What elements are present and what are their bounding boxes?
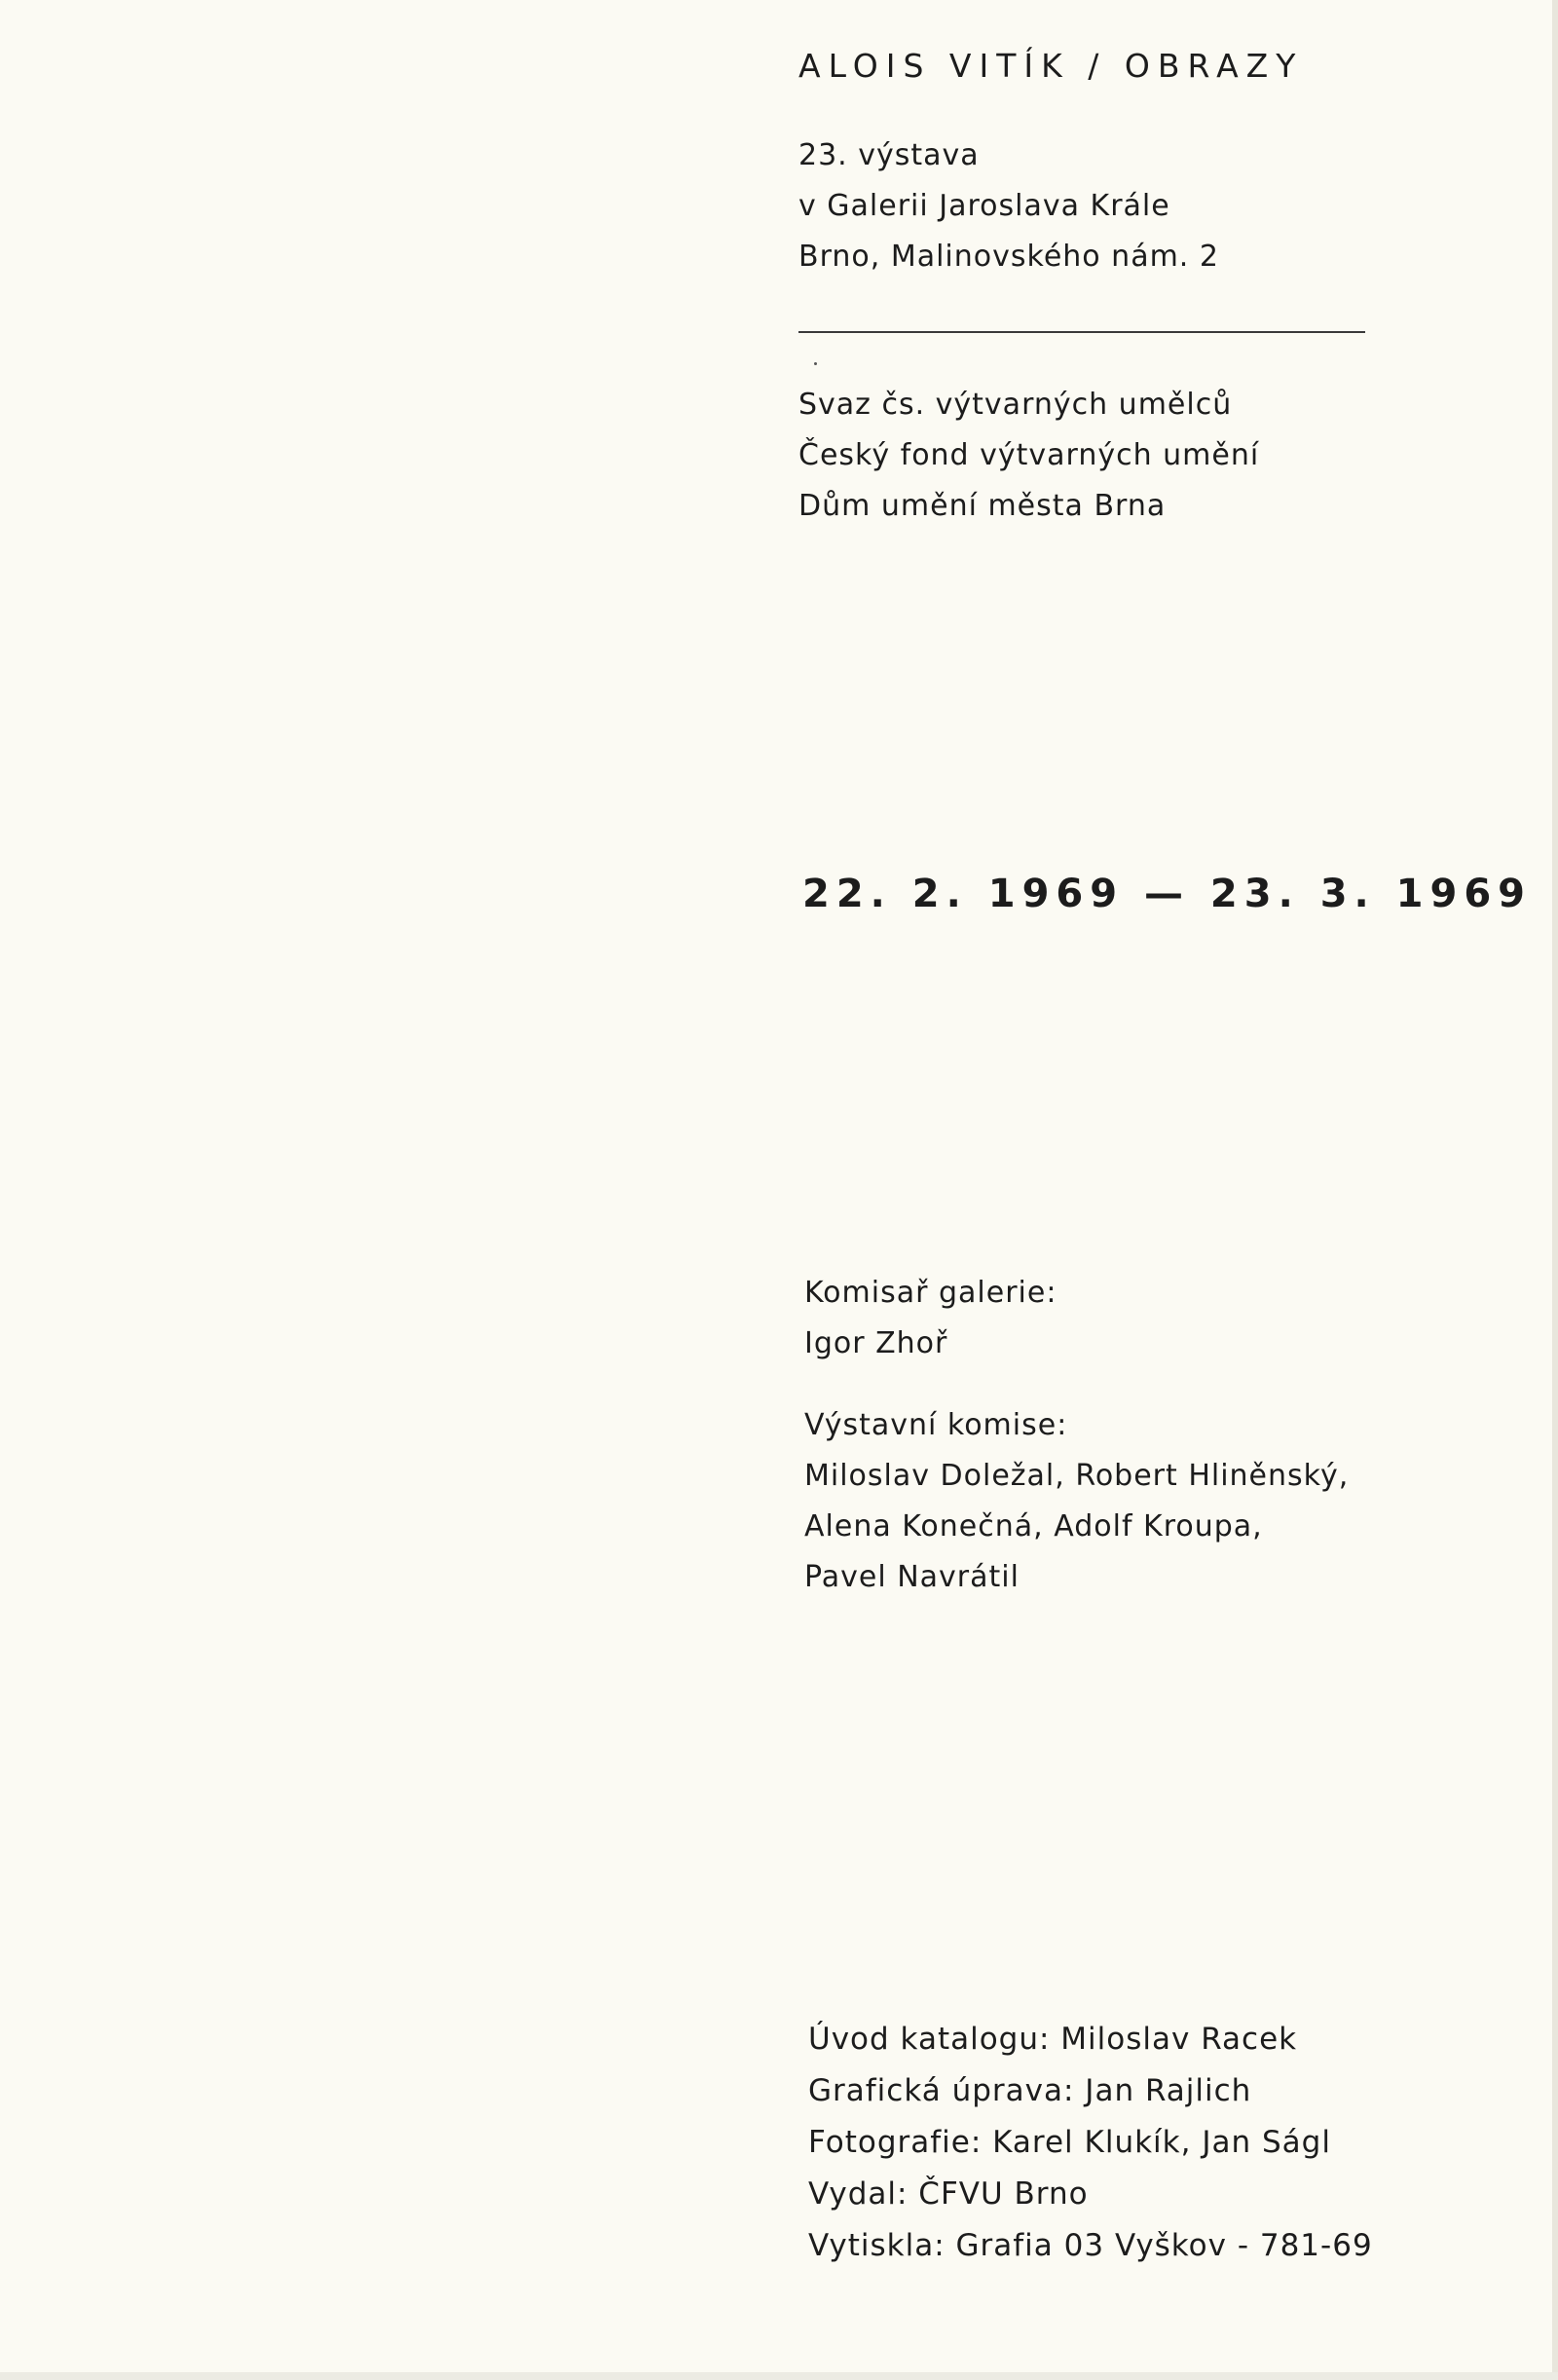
- credits-section: [808, 2014, 1373, 2272]
- page-edge-bottom: [0, 2372, 1558, 2380]
- organizer-line: Dům umění města Brna: [798, 489, 1167, 523]
- divider-rule: [798, 331, 1365, 333]
- exhibition-address: Brno, Malinovského nám. 2: [798, 240, 1219, 274]
- committee-line: Pavel Navrátil: [804, 1560, 1020, 1594]
- exhibition-info: [798, 130, 1219, 282]
- section-gap: [804, 1369, 1349, 1400]
- credit-line: Vydal: ČFVU Brno: [808, 2176, 1089, 2212]
- credit-line: Grafická úprava: Jan Rajlich: [808, 2073, 1252, 2108]
- catalog-title: ALOIS VITÍK / OBRAZY: [798, 47, 1304, 85]
- exhibition-number: 23. výstava: [798, 138, 980, 172]
- page-edge-right: [1552, 0, 1558, 2380]
- committee-line: Miloslav Doležal, Robert Hliněnský,: [804, 1459, 1350, 1493]
- exhibition-dates: 22. 2. 1969 — 23. 3. 1969: [802, 872, 1532, 916]
- organizer-line: Svaz čs. výtvarných umělců: [798, 388, 1233, 422]
- committee-label: Výstavní komise:: [804, 1408, 1068, 1442]
- commissioner-name: Igor Zhoř: [804, 1326, 948, 1360]
- credit-line: Vytiskla: Grafia 03 Vyškov - 781-69: [808, 2228, 1373, 2263]
- credit-line: Fotografie: Karel Klukík, Jan Ságl: [808, 2125, 1331, 2160]
- committee-line: Alena Konečná, Adolf Kroupa,: [804, 1509, 1263, 1543]
- print-speck: [814, 362, 817, 365]
- committee-section: [804, 1268, 1349, 1603]
- exhibition-venue: v Galerii Jaroslava Krále: [798, 189, 1170, 223]
- credit-line: Úvod katalogu: Miloslav Racek: [808, 2022, 1298, 2057]
- organizer-line: Český fond výtvarných umění: [798, 438, 1260, 472]
- commissioner-label: Komisař galerie:: [804, 1276, 1057, 1310]
- organizers-list: [798, 380, 1259, 532]
